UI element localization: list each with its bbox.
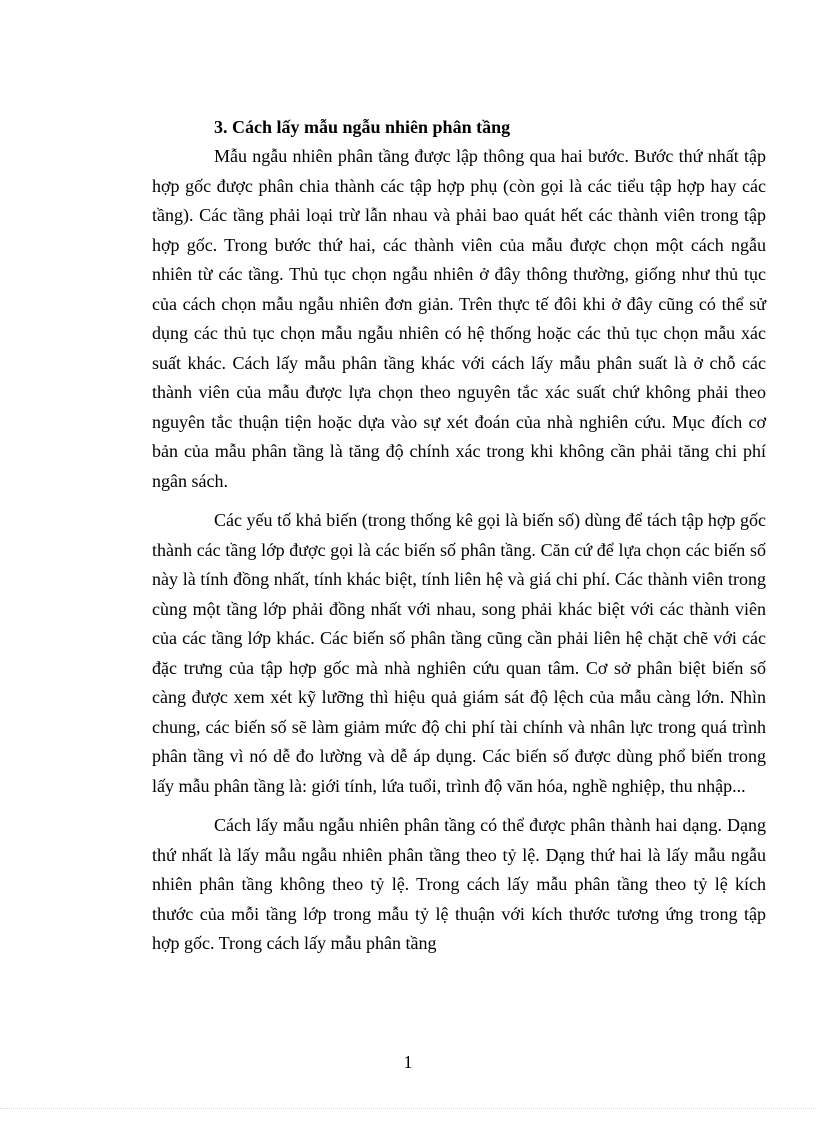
page-number: 1 (403, 1052, 413, 1072)
paragraph-1: Mẫu ngẫu nhiên phân tầng được lập thông qua hai bước. Bước thứ nhất tập hợp gốc được phân chia thành các tập hợp phụ (còn gọi là các tiểu tập hợp hay các tầng). Các tầng phải loại trừ lẫn nhau và phải bao quát hết các thành viên trong tập hợp gốc. Trong bước thứ hai, các thành viên của mẫu được chọn một cách ngẫu nhiên từ các tầng. Thủ tục chọn ngẫu nhiên ở đây thông thường, giống như thủ tục của cách chọn mẫu ngẫu nhiên đơn giản. Trên thực tế đôi khi ở đây cũng có thể sử dụng các thủ tục chọn mẫu ngẫu nhiên có hệ thống hoặc các thủ tục chọn mẫu xác suất khác. Cách lấy mẫu phân tầng khác với cách lấy mẫu phân suất là ở chỗ các thành viên của mẫu được lựa chọn theo nguyên tắc xác suất chứ không phải theo nguyên tắc thuận tiện hoặc dựa vào sự xét đoán của nhà nghiên cứu. Mục đích cơ bản của mẫu phân tầng là tăng độ chính xác trong khi không cần phải tăng chi phí ngân sách. (152, 146, 766, 491)
paragraph-2: Các yếu tố khả biến (trong thống kê gọi là biến số) dùng để tách tập hợp gốc thành các tầng lớp được gọi là các biến số phân tầng. Căn cứ để lựa chọn các biến số này là tính đồng nhất, tính khác biệt, tính liên hệ và giá chi phí. Các thành viên trong cùng một tầng lớp phải đồng nhất với nhau, song phải khác biệt với các thành viên của các tầng lớp khác. Các biến số phân tầng cũng cần phải liên hệ chặt chẽ với các đặc trưng của tập hợp gốc mà nhà nghiên cứu quan tâm. Cơ sở phân biệt biến số càng được xem xét kỹ lưỡng thì hiệu quả giám sát độ lệch của mẫu càng lớn. Nhìn chung, các biến số sẽ làm giảm mức độ chi phí tài chính và nhân lực trong quá trình phân tầng vì nó dễ đo lường và dễ áp dụng. Các biến số được dùng phổ biến trong lấy mẫu phân tầng là: giới tính, lứa tuổi, trình độ văn hóa, nghề nghiệp, thu nhập... (152, 510, 766, 796)
paragraph-3: Cách lấy mẫu ngẫu nhiên phân tầng có thể được phân thành hai dạng. Dạng thứ nhất là lấy mẫu ngẫu nhiên phân tầng theo tỷ lệ. Dạng thứ hai là lấy mẫu ngẫu nhiên phân tầng không theo tỷ lệ. Trong cách lấy mẫu phân tầng theo tỷ lệ kích thước của mỗi tầng lớp trong mẫu tỷ lệ thuận với kích thước tương ứng trong tập hợp gốc. Trong cách lấy mẫu phân tầng (152, 815, 766, 953)
section-heading: 3. Cách lấy mẫu ngẫu nhiên phân tầng (214, 117, 511, 137)
page-bottom-divider (0, 1108, 816, 1109)
page-content (152, 112, 766, 969)
